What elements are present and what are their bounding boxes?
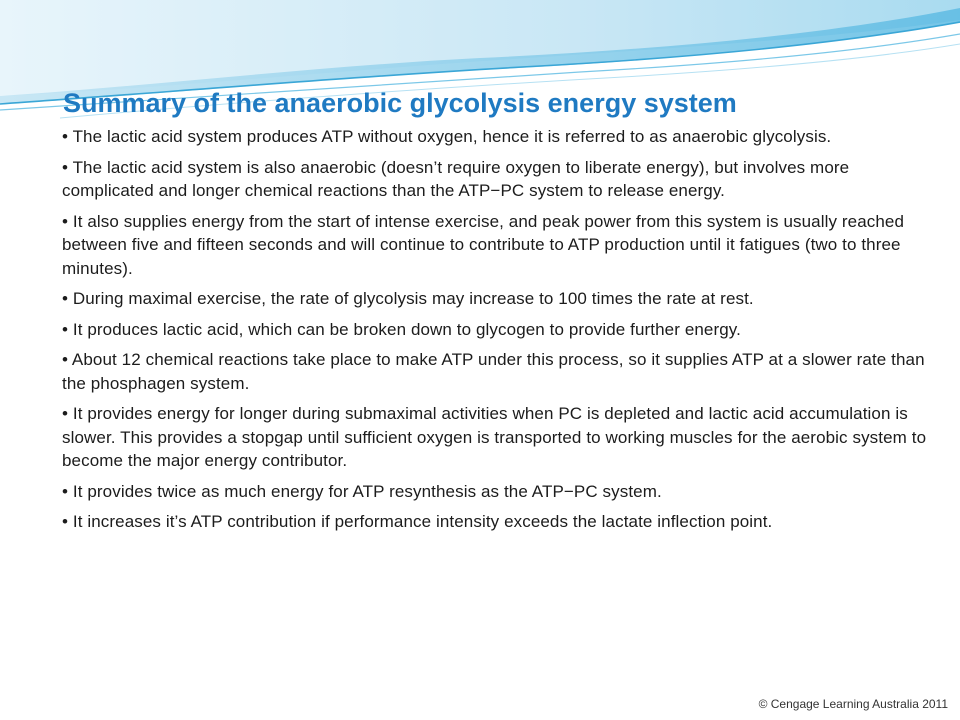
bullet-item: • About 12 chemical reactions take place to make ATP under this process, so it supplies ATP at a slower rate than the phosphagen system. [62,350,925,393]
bullet-item: • The lactic acid system is also anaerobic (doesn’t require oxygen to liberate energy), but involves more complicated and longer chemical reactions than the ATP−PC system to release energy. [62,157,850,200]
bullet-item: • It provides twice as much energy for ATP resynthesis as the ATP−PC system. [62,481,662,501]
bullet-item: • It also supplies energy from the start of intense exercise, and peak power from this system is usually reached between five and fifteen seconds and will continue to contribute to ATP production until it fatigues (two to three minutes). [62,211,905,278]
copyright-footer: © Cengage Learning Australia 2011 [758,697,948,711]
bullet-item: • During maximal exercise, the rate of glycolysis may increase to 100 times the rate at rest. [62,289,754,308]
bullet-item: • It provides energy for longer during submaximal activities when PC is depleted and lactic acid accumulation is slower. This provides a stopgap until sufficient oxygen is transported to working muscles for the aerobic system to become the major energy contributor. [62,404,927,470]
bullet-list [62,125,942,541]
bullet-item: • It produces lactic acid, which can be broken down to glycogen to provide further energy. [62,319,741,339]
bullet-item: • It increases it’s ATP contribution if performance intensity exceeds the lactate inflection point. [62,512,773,531]
slide-title: Summary of the anaerobic glycolysis energy system [63,88,737,118]
bullet-item: • The lactic acid system produces ATP without oxygen, hence it is referred to as anaerobic glycolysis. [62,127,832,146]
